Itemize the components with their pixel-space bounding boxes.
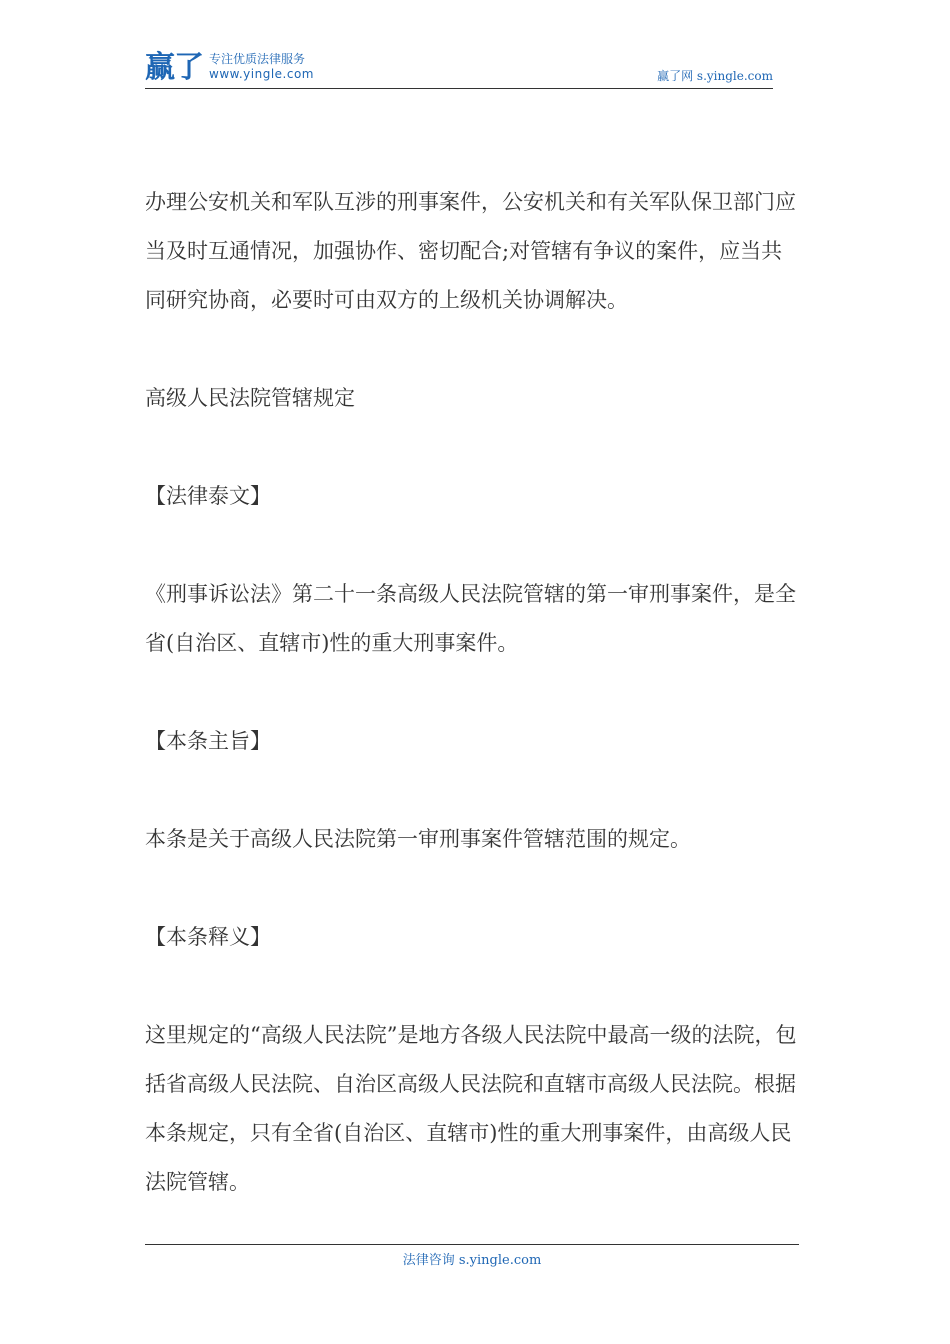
logo-slogan: 专注优质法律服务 <box>209 52 306 66</box>
logo-mark: 赢了 <box>145 50 203 85</box>
label-article-purpose: 【本条主旨】 <box>145 729 271 753</box>
paragraph-interpretation: 这里规定的“高级人民法院”是地方各级人民法院中最高一级的法院，包括省高级人民法院、自治区高级人民法院和直辖市高级人民法院。根据本条规定，只有全省(自治区、直辖市)性的重大刑事案件，由高级人民法院管辖。 <box>145 1023 797 1194</box>
logo-text <box>209 52 314 82</box>
paragraph-purpose: 本条是关于高级人民法院第一审刑事案件管辖范围的规定。 <box>145 827 691 851</box>
section-heading: 高级人民法院管辖规定 <box>145 386 355 410</box>
document-body <box>145 178 797 1207</box>
logo-url: www.yingle.com <box>209 67 314 81</box>
label-legal-text: 【法律泰文】 <box>145 484 271 508</box>
logo[interactable] <box>145 52 314 84</box>
page-footer <box>145 1244 799 1268</box>
footer-link[interactable]: 法律咨询 s.yingle.com <box>402 1253 542 1268</box>
paragraph-jurisdiction-military: 办理公安机关和军队互涉的刑事案件，公安机关和有关军队保卫部门应当及时互通情况，加强协作、密切配合;对管辖有争议的案件，应当共同研究协商，必要时可由双方的上级机关协调解决。 <box>145 190 796 312</box>
header-site-link[interactable]: 赢了网 s.yingle.com <box>657 69 773 83</box>
label-article-interpretation: 【本条释义】 <box>145 925 271 949</box>
paragraph-article-21: 《刑事诉讼法》第二十一条高级人民法院管辖的第一审刑事案件，是全省(自治区、直辖市)性的重大刑事案件。 <box>145 582 796 655</box>
page-header <box>145 50 773 89</box>
